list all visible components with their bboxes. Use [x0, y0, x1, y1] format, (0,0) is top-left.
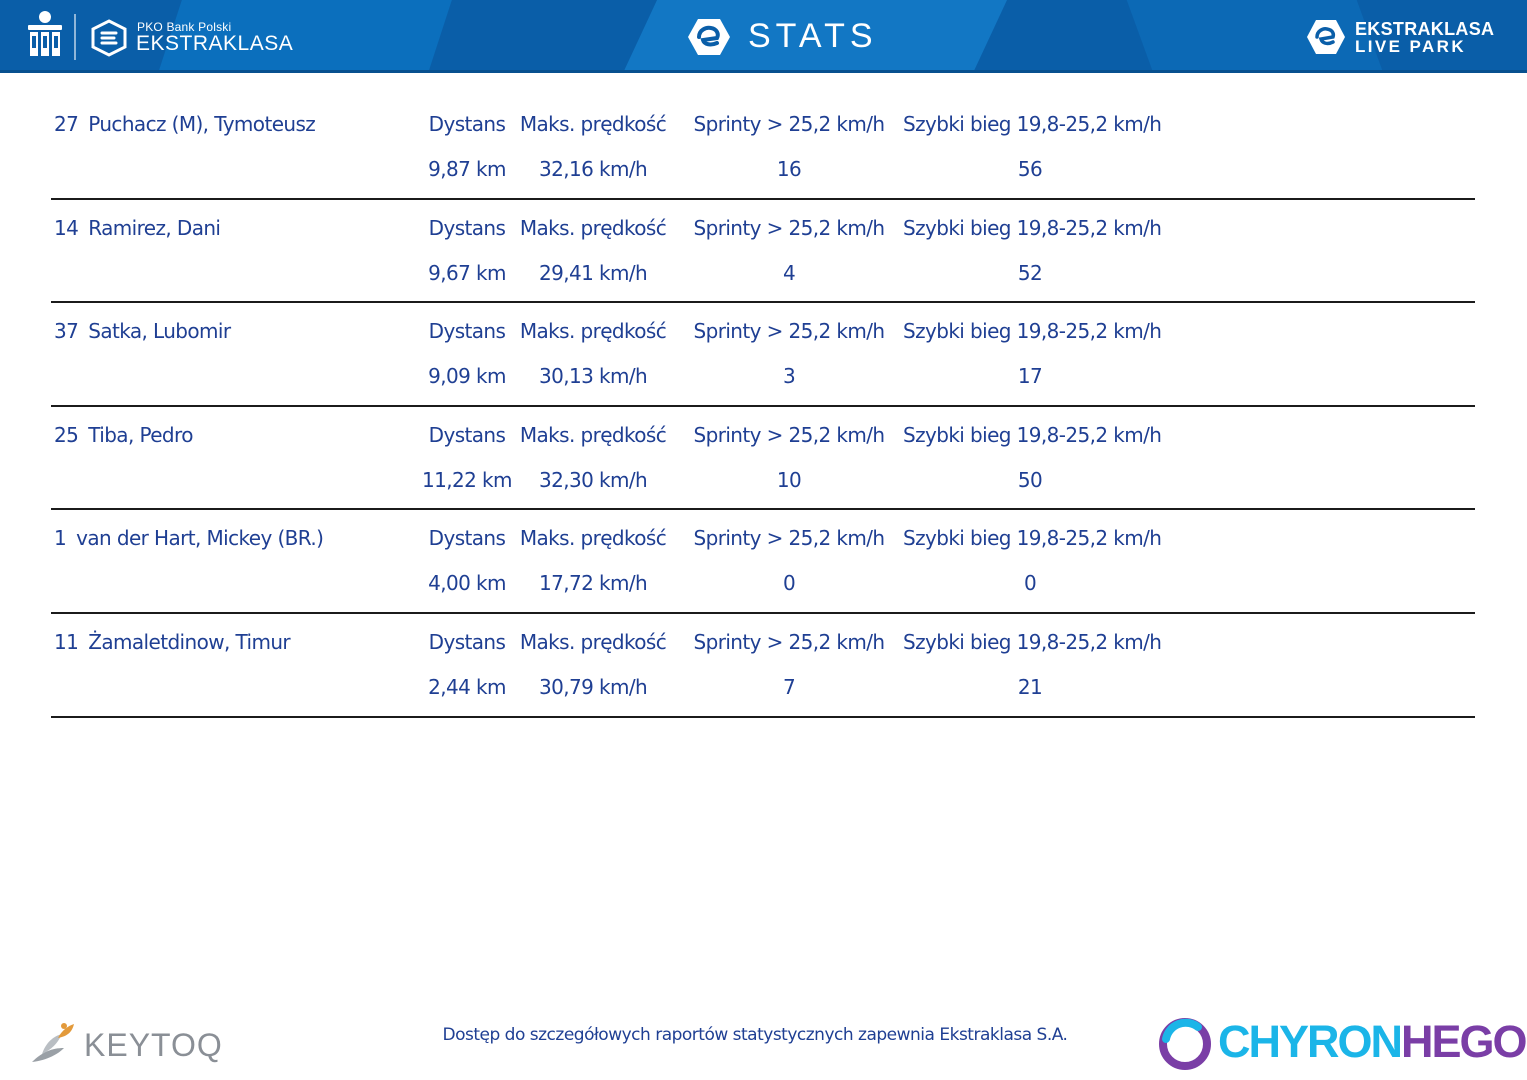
max-speed-value: 29,41 km/h: [538, 260, 648, 285]
chyronhego-swirl-icon: [1158, 1017, 1212, 1071]
list-item: [51, 303, 1475, 407]
header-league-name: EKSTRAKLASA: [136, 32, 294, 55]
fast-runs-value: 0: [1023, 571, 1037, 596]
player-stats-list: [51, 96, 1475, 718]
player-number: 37: [54, 319, 79, 344]
live-park-logo-icon: [1306, 18, 1346, 56]
list-item: [51, 407, 1475, 511]
fast-runs-value: 56: [1017, 157, 1043, 181]
distance-label: Dystans: [428, 319, 506, 344]
sprints-value: 3: [782, 364, 796, 389]
max-speed-value: 30,79 km/h: [538, 674, 648, 699]
max-speed-label: Maks. prędkość: [519, 112, 667, 136]
player-number: 25: [54, 422, 79, 447]
player-full-name: Ramirez, Dani: [88, 215, 221, 240]
player-name: [54, 423, 193, 447]
sprints-value: 10: [776, 467, 802, 492]
player-full-name: Tiba, Pedro: [88, 422, 193, 447]
live-park-line1: EKSTRAKLASA: [1355, 19, 1495, 39]
distance-label: Dystans: [428, 629, 506, 654]
sprints-value: 16: [776, 157, 802, 181]
player-full-name: Satka, Lubomir: [88, 319, 231, 344]
chyronhego-logo-text: [1218, 1016, 1526, 1068]
player-number: 1: [54, 526, 67, 551]
list-item: [51, 510, 1475, 614]
fast-runs-label: Szybki bieg 19,8-25,2 km/h: [903, 112, 1162, 136]
player-name: [54, 526, 323, 550]
distance-label: Dystans: [428, 112, 506, 136]
fast-runs-label: Szybki bieg 19,8-25,2 km/h: [903, 526, 1162, 551]
distance-label: Dystans: [428, 422, 506, 447]
sprints-label: Sprinty > 25,2 km/h: [693, 215, 885, 240]
fast-runs-label: Szybki bieg 19,8-25,2 km/h: [903, 215, 1162, 240]
chyron-word: CHYRON: [1218, 1016, 1402, 1067]
player-full-name: Żamaletdinow, Timur: [88, 629, 291, 654]
distance-value: 9,87 km: [428, 157, 506, 181]
sprints-label: Sprinty > 25,2 km/h: [693, 629, 885, 654]
player-name: [54, 216, 220, 240]
max-speed-value: 17,72 km/h: [538, 571, 648, 596]
header-bar: [0, 0, 1527, 73]
sprints-value: 4: [782, 260, 796, 285]
sprints-label: Sprinty > 25,2 km/h: [693, 112, 885, 136]
player-name: [54, 630, 290, 654]
live-park-line2: LIVE PARK: [1355, 37, 1467, 56]
player-number: 11: [54, 629, 79, 654]
distance-value: 2,44 km: [428, 674, 506, 699]
max-speed-value: 30,13 km/h: [538, 364, 648, 389]
fast-runs-value: 52: [1017, 260, 1043, 285]
ekstraklasa-logo-icon: [88, 18, 130, 58]
max-speed-label: Maks. prędkość: [519, 526, 667, 551]
list-item: [51, 614, 1475, 718]
sprints-value: 7: [782, 674, 796, 699]
player-name: [54, 112, 315, 136]
fast-runs-label: Szybki bieg 19,8-25,2 km/h: [903, 319, 1162, 344]
fast-runs-label: Szybki bieg 19,8-25,2 km/h: [903, 629, 1162, 654]
list-item: [51, 96, 1475, 200]
player-full-name: Puchacz (M), Tymoteusz: [88, 112, 316, 136]
fast-runs-value: 50: [1017, 467, 1043, 492]
list-item: [51, 200, 1475, 304]
keytoq-logo-text: KEYTOQ: [84, 1027, 223, 1063]
fast-runs-value: 21: [1017, 674, 1043, 699]
sprints-label: Sprinty > 25,2 km/h: [693, 526, 885, 551]
pko-bank-logo-icon: [26, 10, 64, 60]
sprints-value: 0: [782, 571, 796, 596]
player-number: 14: [54, 215, 79, 240]
header-sponsor-line: PKO Bank Polski: [137, 20, 232, 34]
player-full-name: van der Hart, Mickey (BR.): [76, 526, 324, 551]
stats-e-logo-icon: [686, 16, 732, 58]
max-speed-value: 32,30 km/h: [538, 467, 648, 492]
max-speed-label: Maks. prędkość: [519, 629, 667, 654]
page-title: STATS: [748, 17, 878, 55]
max-speed-value: 32,16 km/h: [538, 157, 648, 181]
max-speed-label: Maks. prędkość: [519, 422, 667, 447]
header-divider: [74, 14, 76, 60]
distance-value: 4,00 km: [428, 571, 506, 596]
distance-label: Dystans: [428, 215, 506, 240]
sprints-label: Sprinty > 25,2 km/h: [693, 319, 885, 344]
distance-value: 9,67 km: [428, 260, 506, 285]
distance-label: Dystans: [428, 526, 506, 551]
hego-word: HEGO: [1401, 1016, 1526, 1067]
footer-note: Dostęp do szczegółowych raportów statystycznych zapewnia Ekstraklasa S.A.: [442, 1025, 1068, 1045]
player-number: 27: [54, 112, 79, 136]
player-name: [54, 319, 231, 343]
fast-runs-value: 17: [1017, 364, 1043, 389]
header-bottom-line: [0, 70, 1527, 73]
distance-value: 11,22 km: [422, 467, 512, 492]
sprints-label: Sprinty > 25,2 km/h: [693, 422, 885, 447]
distance-value: 9,09 km: [428, 364, 506, 389]
max-speed-label: Maks. prędkość: [519, 215, 667, 240]
fast-runs-label: Szybki bieg 19,8-25,2 km/h: [903, 422, 1162, 447]
max-speed-label: Maks. prędkość: [519, 319, 667, 344]
